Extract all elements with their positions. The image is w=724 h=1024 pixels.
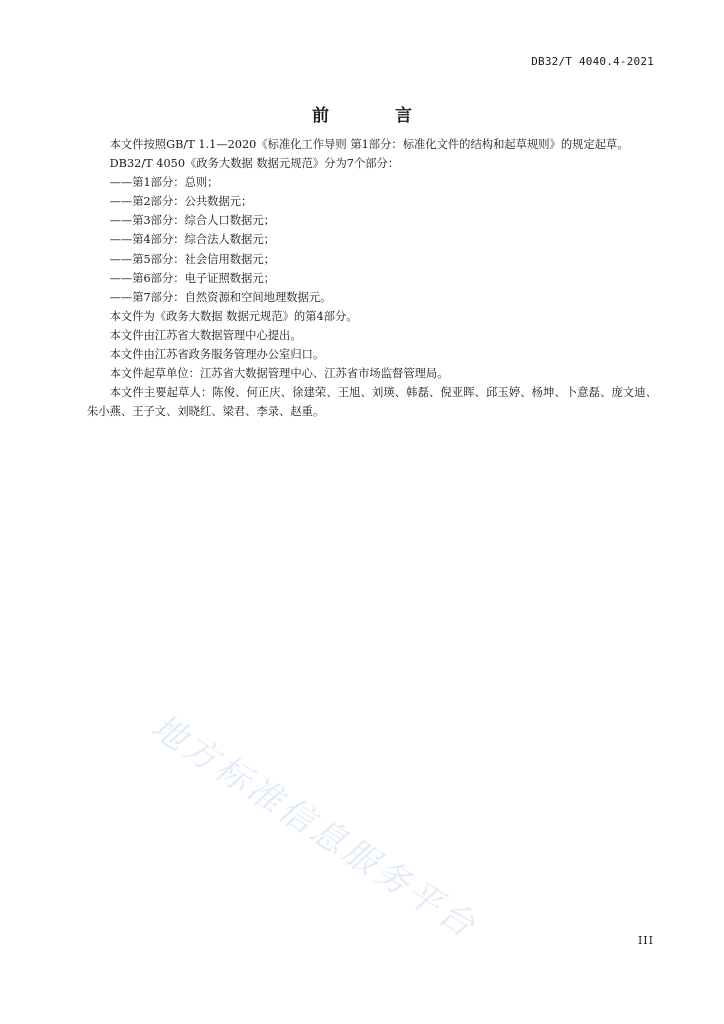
page-title: 前 言 <box>312 106 442 126</box>
foreword-paragraph: 本文件由江苏省政务服务管理办公室归口。 <box>109 348 325 362</box>
foreword-paragraph: 本文件主要起草人：陈俊、何正庆、徐建荣、王旭、刘瑛、韩磊、倪亚晖、邱玉婷、杨坤、卜意磊、庞文迪、朱小燕、王子文、刘晓红、梁君、李录、赵重。 <box>87 386 657 419</box>
foreword-paragraph: 本文件按照GB/T 1.1—2020《标准化工作导则 第1部分：标准化文件的结构和起草规则》的规定起草。 <box>109 138 629 151</box>
foreword-paragraph: 本文件起草单位：江苏省大数据管理中心、江苏省市场监督管理局。 <box>109 367 449 381</box>
part-list-item: ——第1部分：总则； <box>109 176 219 190</box>
watermark: 地方标准信息服务平台 <box>143 706 485 948</box>
foreword-paragraph: 本文件由江苏省大数据管理中心提出。 <box>109 328 302 342</box>
foreword-paragraph: 本文件为《政务大数据 数据元规范》的第4部分。 <box>109 309 358 323</box>
part-list-item: ——第5部分：社会信用数据元； <box>109 252 275 266</box>
part-list-item: ——第3部分：综合人口数据元； <box>109 214 275 228</box>
foreword-body <box>87 135 657 421</box>
foreword-paragraph: DB32/T 4050《政务大数据 数据元规范》分为7个部分： <box>109 157 400 171</box>
part-list-item: ——第2部分：公共数据元； <box>109 195 253 209</box>
part-list-item: ——第6部分：电子证照数据元； <box>109 271 275 285</box>
document-code: DB32/T 4040.4-2021 <box>531 55 654 68</box>
page-number: III <box>637 934 654 947</box>
part-list-item: ——第7部分：自然资源和空间地理数据元。 <box>109 290 332 304</box>
part-list-item: ——第4部分：综合法人数据元； <box>109 233 275 247</box>
